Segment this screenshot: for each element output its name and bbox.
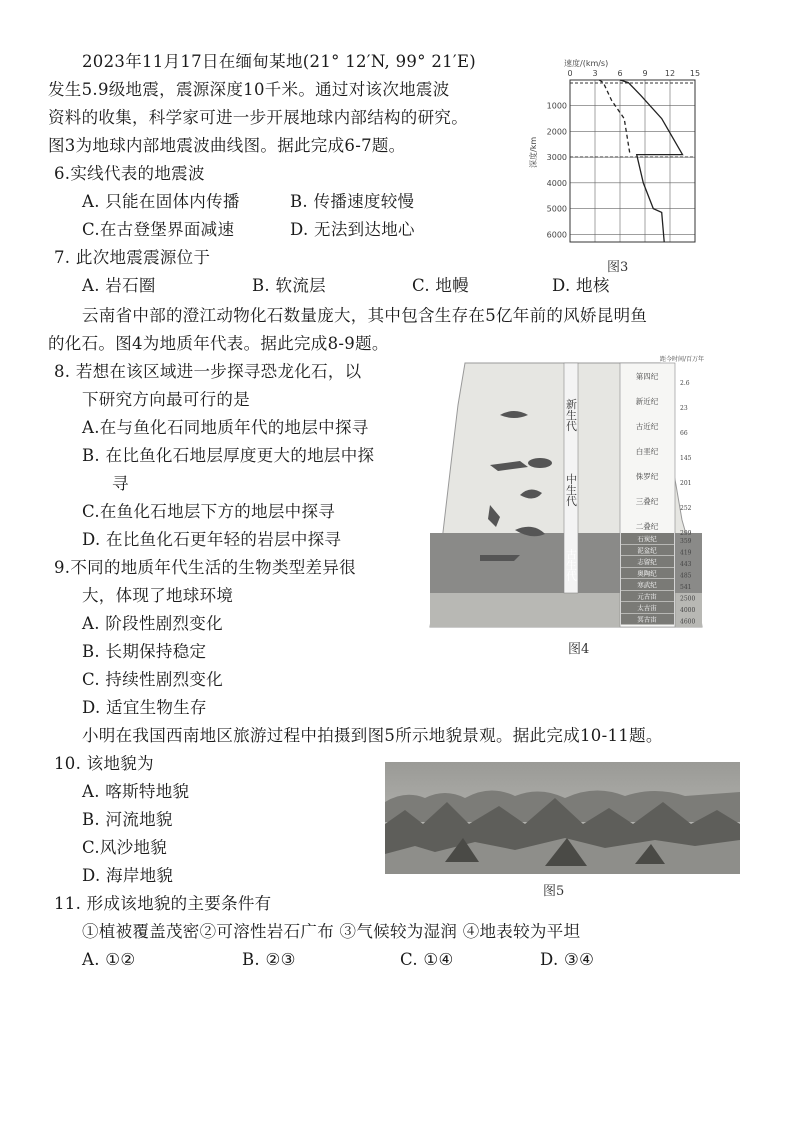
q7-option-b[interactable]: B. 软流层 [252, 276, 326, 295]
fig3-caption: 图3 [607, 260, 629, 275]
fig4-age-label: 541 [680, 584, 692, 591]
fig4-age-label: 359 [680, 538, 692, 545]
figure-5-karst-photo [385, 762, 740, 874]
intro2-line1: 云南省中部的澄江动物化石数量庞大，其中包含生存在5亿年前的风娇昆明鱼 [82, 306, 648, 325]
fig4-period-label: 侏罗纪 [635, 472, 659, 481]
q10-stem: 10. 该地貌为 [54, 754, 154, 773]
fig4-era-mesozoic: 中生代 [564, 473, 578, 507]
fig4-fossil-shell [528, 458, 552, 468]
fig4-period-label: 泥盆纪 [637, 546, 657, 555]
q6-option-b[interactable]: B. 传播速度较慢 [290, 192, 415, 211]
fig4-age-label: 201 [680, 480, 692, 487]
fig3-y-tick: 4000 [546, 178, 567, 188]
fig4-age-label: 252 [680, 505, 692, 512]
q7-stem: 7. 此次地震震源位于 [54, 248, 211, 267]
fig4-period-label: 白垩纪 [635, 447, 659, 456]
intro1-line3: 资料的收集，科学家可进一步开展地球内部结构的研究。 [48, 108, 468, 127]
fig3-series-dashed [599, 80, 630, 155]
q7-option-d[interactable]: D. 地核 [552, 276, 610, 295]
fig3-series-solid [620, 80, 683, 242]
fig4-age-label: 4600 [680, 618, 696, 626]
fig3-x-ticks [567, 69, 700, 78]
fig4-period-label: 新近纪 [635, 397, 659, 406]
fig3-x-tick: 6 [617, 69, 623, 78]
q11-stem: 11. 形成该地貌的主要条件有 [54, 894, 272, 913]
fig3-x-tick: 15 [689, 69, 701, 78]
fig4-period-label: 寒武纪 [637, 581, 657, 589]
q9-option-a[interactable]: A. 阶段性剧烈变化 [82, 614, 223, 633]
fig4-period-label: 第四纪 [635, 372, 659, 381]
q8-option-a[interactable]: A.在与鱼化石同地质年代的地层中探寻 [82, 418, 369, 437]
q10-option-a[interactable]: A. 喀斯特地貌 [82, 782, 190, 801]
q10-option-d[interactable]: D. 海岸地貌 [82, 866, 174, 885]
q8-stem-line1: 8. 若想在该区域进一步探寻恐龙化石，以 [54, 362, 362, 381]
q11-option-d[interactable]: D. ③④ [540, 950, 595, 969]
fig4-era-paleozoic: 古生代 [564, 548, 578, 582]
fig4-period-label: 冥古宙 [637, 615, 657, 624]
q8-stem-line2: 下研究方向最可行的是 [82, 390, 250, 409]
fig3-x-tick: 0 [567, 69, 573, 78]
fig3-y-tick: 6000 [546, 230, 567, 240]
q7-option-c[interactable]: C. 地幔 [412, 276, 470, 295]
fig4-caption: 图4 [568, 642, 590, 657]
figure-4-geologic-timescale [430, 355, 750, 635]
fig3-x-tick: 12 [664, 69, 676, 78]
fig4-age-label: 66 [680, 430, 688, 437]
q11-option-b[interactable]: B. ②③ [242, 950, 296, 969]
fig4-age-label: 145 [680, 455, 692, 462]
q8-option-d[interactable]: D. 在比鱼化石更年轻的岩层中探寻 [82, 530, 342, 549]
q7-option-a[interactable]: A. 岩石圈 [82, 276, 156, 295]
fig4-age-label: 485 [680, 572, 692, 580]
q11-conditions: ①植被覆盖茂密②可溶性岩石广布 ③气候较为湿润 ④地表较为平坦 [82, 922, 581, 941]
q8-option-b[interactable]: B. 在比鱼化石地层厚度更大的地层中探 [82, 446, 375, 465]
fig3-y-ticks [547, 102, 567, 240]
fig3-axis-title: 速度/(km/s) [564, 59, 609, 68]
intro3-line: 小明在我国西南地区旅游过程中拍摄到图5所示地貌景观。据此完成10-11题。 [82, 726, 663, 745]
fig3-x-tick: 9 [642, 69, 648, 78]
intro1-line4: 图3为地球内部地震波曲线图。据此完成6-7题。 [48, 136, 406, 155]
fig3-y-tick: 1000 [546, 101, 567, 111]
fig4-period-label: 元古宙 [637, 592, 657, 601]
fig3-frame [570, 80, 695, 242]
q11-option-a[interactable]: A. ①② [82, 950, 136, 969]
q11-option-c[interactable]: C. ①④ [400, 950, 454, 969]
q9-option-b[interactable]: B. 长期保持稳定 [82, 642, 207, 661]
q9-stem-line1: 9.不同的地质年代生活的生物类型差异很 [54, 558, 356, 577]
fig3-x-tick: 3 [592, 69, 598, 78]
fig5-caption: 图5 [543, 884, 565, 899]
fig3-y-label: 深度/km [529, 136, 538, 168]
fig4-age-label: 23 [680, 405, 688, 412]
q8-option-b-cont: 寻 [112, 474, 129, 493]
intro1-line1: 2023年11月17日在缅甸某地(21° 12′N, 99° 21′E) [82, 52, 477, 71]
fig4-era-cenozoic: 新生代 [564, 398, 578, 432]
fig3-grid [570, 80, 695, 242]
q6-option-d[interactable]: D. 无法到达地心 [290, 220, 415, 239]
q6-option-c[interactable]: C.在古登堡界面减速 [82, 220, 235, 239]
fig4-period-label: 二叠纪 [635, 522, 659, 531]
fig4-period-label: 古近纪 [635, 422, 659, 431]
q10-option-c[interactable]: C.风沙地貌 [82, 838, 168, 857]
fig3-y-tick: 5000 [546, 204, 567, 214]
fig4-period-label: 石炭纪 [637, 535, 657, 543]
intro2-line2: 的化石。图4为地质年代表。据此完成8-9题。 [48, 334, 389, 353]
fig4-period-label: 志留纪 [637, 558, 657, 566]
q10-option-b[interactable]: B. 河流地貌 [82, 810, 173, 829]
fig4-age-label: 4000 [680, 607, 696, 614]
fig4-period-label: 三叠纪 [635, 497, 659, 506]
q6-option-a[interactable]: A. 只能在固体内传播 [82, 192, 240, 211]
q9-option-c[interactable]: C. 持续性剧烈变化 [82, 670, 224, 689]
q9-option-d[interactable]: D. 适宜生物生存 [82, 698, 207, 717]
fig4-age-label: 443 [680, 561, 692, 568]
q6-stem: 6.实线代表的地震波 [54, 164, 205, 183]
q9-stem-line2: 大，体现了地球环境 [82, 586, 234, 605]
fig4-period-label: 奥陶纪 [637, 569, 657, 578]
fig4-age-label: 2.6 [680, 380, 690, 387]
fig4-top-label: 距今时间/百万年 [660, 356, 705, 363]
fig3-y-tick: 3000 [546, 153, 567, 163]
fig4-period-label: 太古宙 [637, 604, 657, 612]
fig4-age-label: 299 [680, 530, 692, 537]
figure-3-seismic-chart [530, 58, 720, 258]
fig3-y-tick: 2000 [546, 127, 567, 137]
fig4-age-label: 419 [680, 549, 692, 557]
fig4-fossil-trilobite [480, 555, 520, 561]
intro1-line2: 发生5.9级地震，震源深度10千米。通过对该次地震波 [48, 80, 450, 99]
q8-option-c[interactable]: C.在鱼化石地层下方的地层中探寻 [82, 502, 336, 521]
fig4-age-label: 2500 [680, 595, 696, 603]
